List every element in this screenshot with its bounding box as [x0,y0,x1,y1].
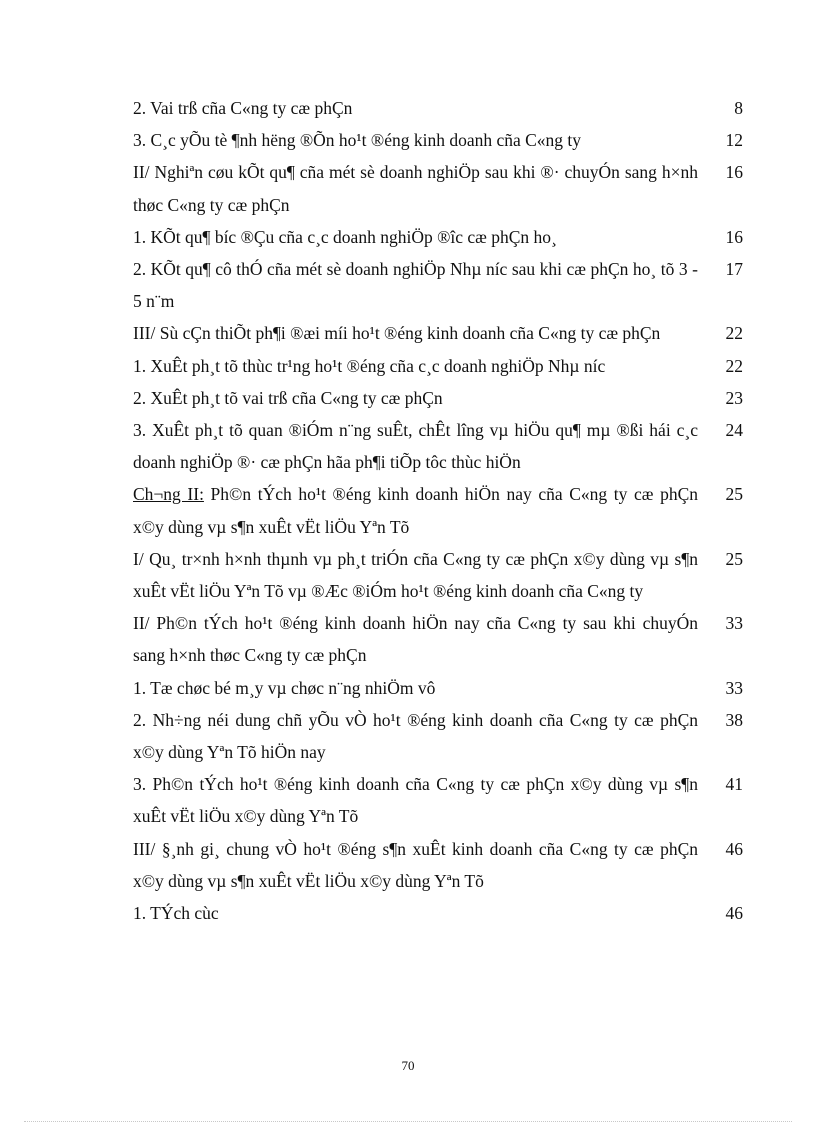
toc-entry [133,897,743,929]
toc-entry-page: 25 [725,548,743,569]
toc-entry-page: 24 [725,420,743,441]
toc-entry-page: 33 [725,613,743,634]
toc-entry-title: II/ Ph©n tÝch ho¹t ®éng kinh doanh hiÖn nay cña C«ng ty sau khi chuyÓn sang h×nh thøc C«ng ty cæ phÇn [133,613,698,666]
toc-entry-title: 3. C¸c yÕu tè ¶nh hëng ®Õn ho¹t ®éng kinh doanh cña C«ng ty [133,130,582,151]
toc-entry [133,350,743,382]
toc-entry-title: 2. Vai trß cña C«ng ty cæ phÇn [133,98,353,118]
toc-entry-title: 2. XuÊt ph¸t tõ vai trß cña C«ng ty cæ phÇn [133,387,443,408]
toc-entry-page: 38 [725,709,743,730]
toc-entry [133,833,743,897]
toc-entry [133,414,743,478]
page-number: 70 [401,1058,415,1073]
toc-entry-title: III/ §¸nh gi¸ chung vÒ ho¹t ®éng s¶n xuÊt kinh doanh cña C«ng ty cæ phÇn x©y dùng vµ s¶n xuÊt vËt liÖu x©y dùng Yªn Tõ [133,838,698,891]
toc-entry-title: 2. Nh÷ng néi dung chñ yÕu vÒ ho¹t ®éng kinh doanh cña C«ng ty cæ phÇn x©y dùng Yªn Tõ hiÖn nay [133,709,698,763]
toc-entry [133,672,743,704]
toc-entry [133,543,743,607]
toc-entry-page: 16 [725,226,743,247]
toc-entry-title [133,478,698,542]
toc-entry-title: 1. Tæ chøc bé m¸y vµ chøc n¨ng nhiÖm vô [133,677,436,698]
toc-entry-page: 33 [725,677,743,698]
toc-entry [133,124,743,156]
toc-entry-title: 1. TÝch cùc [133,903,219,924]
toc-entry [133,156,743,220]
toc-entry [133,317,743,349]
toc-entry-chapter [133,478,743,542]
toc-entry-page: 23 [725,387,743,408]
toc-entry-page: 8 [734,98,743,118]
toc-entry-title: III/ Sù cÇn thiÕt ph¶i ®æi míi ho¹t ®éng kinh doanh cña C«ng ty cæ phÇn [133,323,661,344]
toc-entry-title: 2. KÕt qu¶ cô thÓ cña mét sè doanh nghiÖp Nhµ níc sau khi cæ phÇn ho¸ tõ 3 - 5 n¨m [133,259,698,312]
toc-entry-title: 3. XuÊt ph¸t tõ quan ®iÓm n¨ng suÊt, chÊt lîng vµ hiÖu qu¶ mµ ®ßi hái c¸c doanh nghiÖp ®· cæ phÇn hãa ph¶i tiÕp tôc thùc hiÖn [133,420,698,473]
page-bottom-divider [24,1121,792,1122]
toc-entry [133,704,743,768]
toc-entry-page: 46 [725,903,743,924]
table-of-contents [133,92,743,929]
toc-entry-page: 22 [725,323,743,344]
toc-entry-title: II/ Nghiªn cøu kÕt qu¶ cña mét sè doanh nghiÖp sau khi ®· chuyÓn sang h×nh thøc C«ng ty cæ phÇn [133,162,698,215]
toc-entry [133,768,743,832]
toc-entry-page: 46 [725,838,743,859]
toc-entry [133,221,743,253]
toc-entry-page: 41 [725,774,743,795]
toc-entry-title: 1. KÕt qu¶ bíc ®Çu cña c¸c doanh nghiÖp ®îc cæ phÇn ho¸ [133,226,557,247]
toc-entry-page: 25 [725,484,743,505]
toc-entry-page: 16 [725,162,743,183]
toc-entry [133,92,743,124]
toc-entry-page: 12 [725,130,743,151]
toc-entry-title: 1. XuÊt ph¸t tõ thùc tr¹ng ho¹t ®éng cña c¸c doanh nghiÖp Nhµ níc [133,355,606,376]
toc-entry-page: 17 [725,259,743,280]
toc-entry [133,607,743,671]
chapter-label: Ch¬ng II: [133,484,204,505]
toc-entry-title: 3. Ph©n tÝch ho¹t ®éng kinh doanh cña C«ng ty cæ phÇn x©y dùng vµ s¶n xuÊt vËt liÖu x©y dùng Yªn Tõ [133,774,698,827]
toc-entry-title: I/ Qu¸ tr×nh h×nh thµnh vµ ph¸t triÓn cña C«ng ty cæ phÇn x©y dùng vµ s¶n xuÊt vËt liÖu Yªn Tõ vµ ®Æc ®iÓm ho¹t ®éng kinh doanh cña C«ng ty [133,548,698,602]
chapter-title: Ph©n tÝch ho¹t ®éng kinh doanh hiÖn nay cña C«ng ty cæ phÇn x©y dùng vµ s¶n xuÊt vËt liÖu Yªn Tõ [133,484,699,537]
toc-entry [133,382,743,414]
toc-entry-page: 22 [725,355,743,376]
toc-entry [133,253,743,317]
